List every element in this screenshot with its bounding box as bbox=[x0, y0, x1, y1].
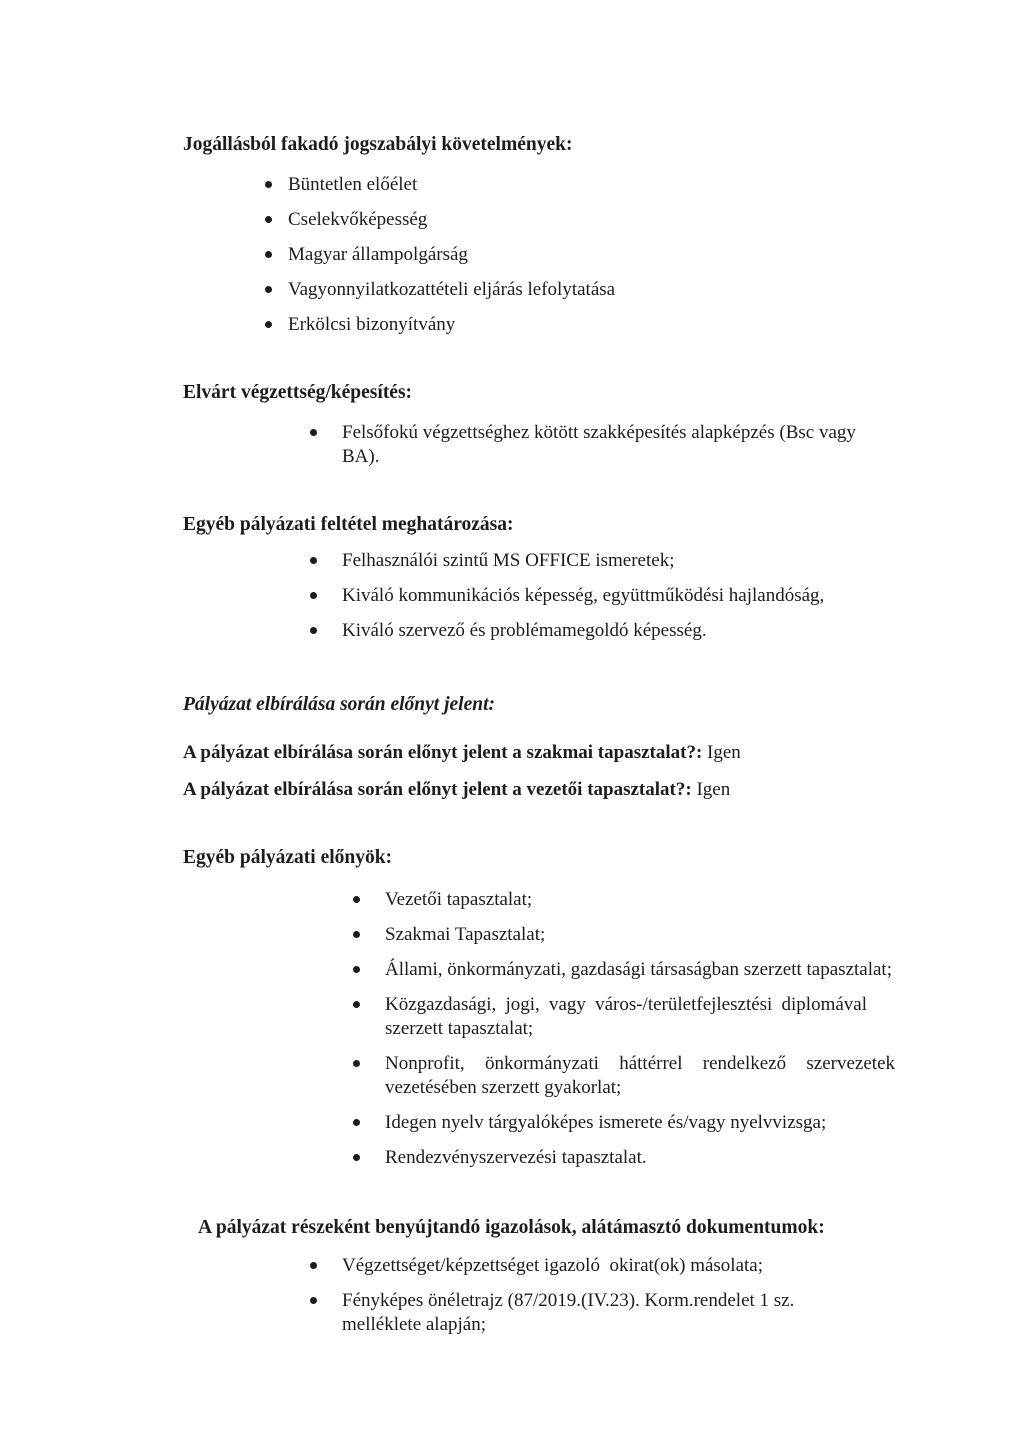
section-other-advantages bbox=[183, 846, 904, 1170]
bullet-icon bbox=[353, 1060, 360, 1067]
bullet-icon bbox=[310, 557, 317, 564]
list-item bbox=[385, 1052, 895, 1100]
list-item bbox=[342, 1254, 847, 1278]
list-item-text: Rendezvényszervezési tapasztalat. bbox=[385, 1147, 647, 1168]
list-item-text: Magyar állampolgárság bbox=[288, 244, 468, 265]
section-legal-requirements bbox=[183, 133, 904, 337]
list-item-text: Erkölcsi bizonyítvány bbox=[288, 314, 456, 335]
list-item-text: Büntetlen előélet bbox=[288, 174, 418, 195]
list-item bbox=[288, 243, 904, 267]
bullet-list bbox=[183, 888, 895, 1170]
bullet-icon bbox=[353, 1119, 360, 1126]
list-item-text: Felsőfokú végzettséghez kötött szakképesítés alapképzés (Bsc vagy BA). bbox=[342, 422, 856, 467]
bullet-icon bbox=[310, 1262, 317, 1269]
list-item-text: Vagyonnyilatkozattételi eljárás lefolytatása bbox=[288, 279, 616, 300]
list-item bbox=[385, 923, 895, 947]
list-item bbox=[385, 888, 895, 912]
advantage-question-leadership bbox=[183, 778, 904, 802]
list-item-text: Fényképes önéletrajz (87/2019.(IV.23). Korm.rendelet 1 sz. melléklete alapján; bbox=[342, 1290, 795, 1335]
bullet-list bbox=[183, 421, 897, 469]
bullet-icon bbox=[310, 1297, 317, 1304]
section-heading: Jogállásból fakadó jogszabályi követelmények: bbox=[183, 134, 573, 155]
list-item bbox=[288, 173, 904, 197]
list-item-text: Kiváló szervező és problémamegoldó képesség. bbox=[342, 620, 707, 641]
section-heading: Egyéb pályázati előnyök: bbox=[183, 847, 393, 868]
list-item bbox=[385, 1111, 895, 1135]
bullet-icon bbox=[353, 1001, 360, 1008]
list-item bbox=[288, 313, 904, 337]
advantage-answer: Igen bbox=[707, 742, 741, 763]
section-heading: Elvárt végzettség/képesítés: bbox=[183, 382, 413, 403]
list-item-text: Nonprofit, önkormányzati háttérrel rendelkező szervezetek vezetésében szerzett gyakorlat; bbox=[385, 1053, 895, 1098]
bullet-icon bbox=[310, 429, 317, 436]
list-item-text: Felhasználói szintű MS OFFICE ismeretek; bbox=[342, 550, 675, 571]
list-item-text: Közgazdasági, jogi, vagy város-/területfejlesztési diplomával szerzett tapasztalat; bbox=[385, 994, 867, 1039]
advantage-question-label: A pályázat elbírálása során előnyt jelent a szakmai tapasztalat?: bbox=[183, 742, 703, 763]
bullet-icon bbox=[353, 1154, 360, 1161]
list-item-text: Kiváló kommunikációs képesség, együttműködési hajlandóság, bbox=[342, 585, 825, 606]
bullet-icon bbox=[265, 251, 272, 258]
list-item bbox=[385, 958, 895, 982]
section-required-qualification bbox=[183, 381, 904, 469]
list-item-text: Idegen nyelv tárgyalóképes ismerete és/vagy nyelvvizsga; bbox=[385, 1112, 827, 1133]
list-item bbox=[342, 421, 897, 469]
list-item-text: Szakmai Tapasztalat; bbox=[385, 924, 546, 945]
bullet-list bbox=[183, 173, 904, 337]
list-item bbox=[288, 208, 904, 232]
bullet-icon bbox=[265, 216, 272, 223]
bullet-icon bbox=[310, 592, 317, 599]
bullet-icon bbox=[265, 181, 272, 188]
section-heading: Egyéb pályázati feltétel meghatározása: bbox=[183, 514, 514, 535]
bullet-icon bbox=[265, 321, 272, 328]
section-heading: A pályázat részeként benyújtandó igazolások, alátámasztó dokumentumok: bbox=[198, 1217, 825, 1238]
section-other-conditions bbox=[183, 513, 904, 643]
list-item-text: Vezetői tapasztalat; bbox=[385, 889, 533, 910]
list-item bbox=[385, 1146, 895, 1170]
section-required-documents bbox=[183, 1216, 904, 1337]
bullet-icon bbox=[353, 966, 360, 973]
bullet-icon bbox=[265, 286, 272, 293]
list-item bbox=[342, 549, 897, 573]
advantage-question-professional bbox=[183, 741, 904, 765]
bullet-icon bbox=[310, 627, 317, 634]
advantage-answer: Igen bbox=[696, 779, 731, 800]
list-item bbox=[342, 619, 897, 643]
bullet-icon bbox=[353, 931, 360, 938]
bullet-list bbox=[183, 549, 897, 643]
bullet-list bbox=[183, 1254, 847, 1337]
list-item bbox=[342, 584, 897, 608]
list-item bbox=[385, 993, 867, 1041]
advantage-question-label: A pályázat elbírálása során előnyt jelent a vezetői tapasztalat?: bbox=[183, 779, 692, 800]
list-item bbox=[342, 1289, 847, 1337]
list-item-text: Cselekvőképesség bbox=[288, 209, 428, 230]
list-item-text: Állami, önkormányzati, gazdasági társaságban szerzett tapasztalat; bbox=[385, 959, 892, 980]
list-item-text: Végzettséget/képzettséget igazoló okirat(ok) másolata; bbox=[342, 1255, 763, 1276]
bullet-icon bbox=[353, 896, 360, 903]
section-evaluation-advantages bbox=[183, 693, 904, 802]
section-heading: Pályázat elbírálása során előnyt jelent: bbox=[183, 694, 495, 715]
list-item bbox=[288, 278, 904, 302]
